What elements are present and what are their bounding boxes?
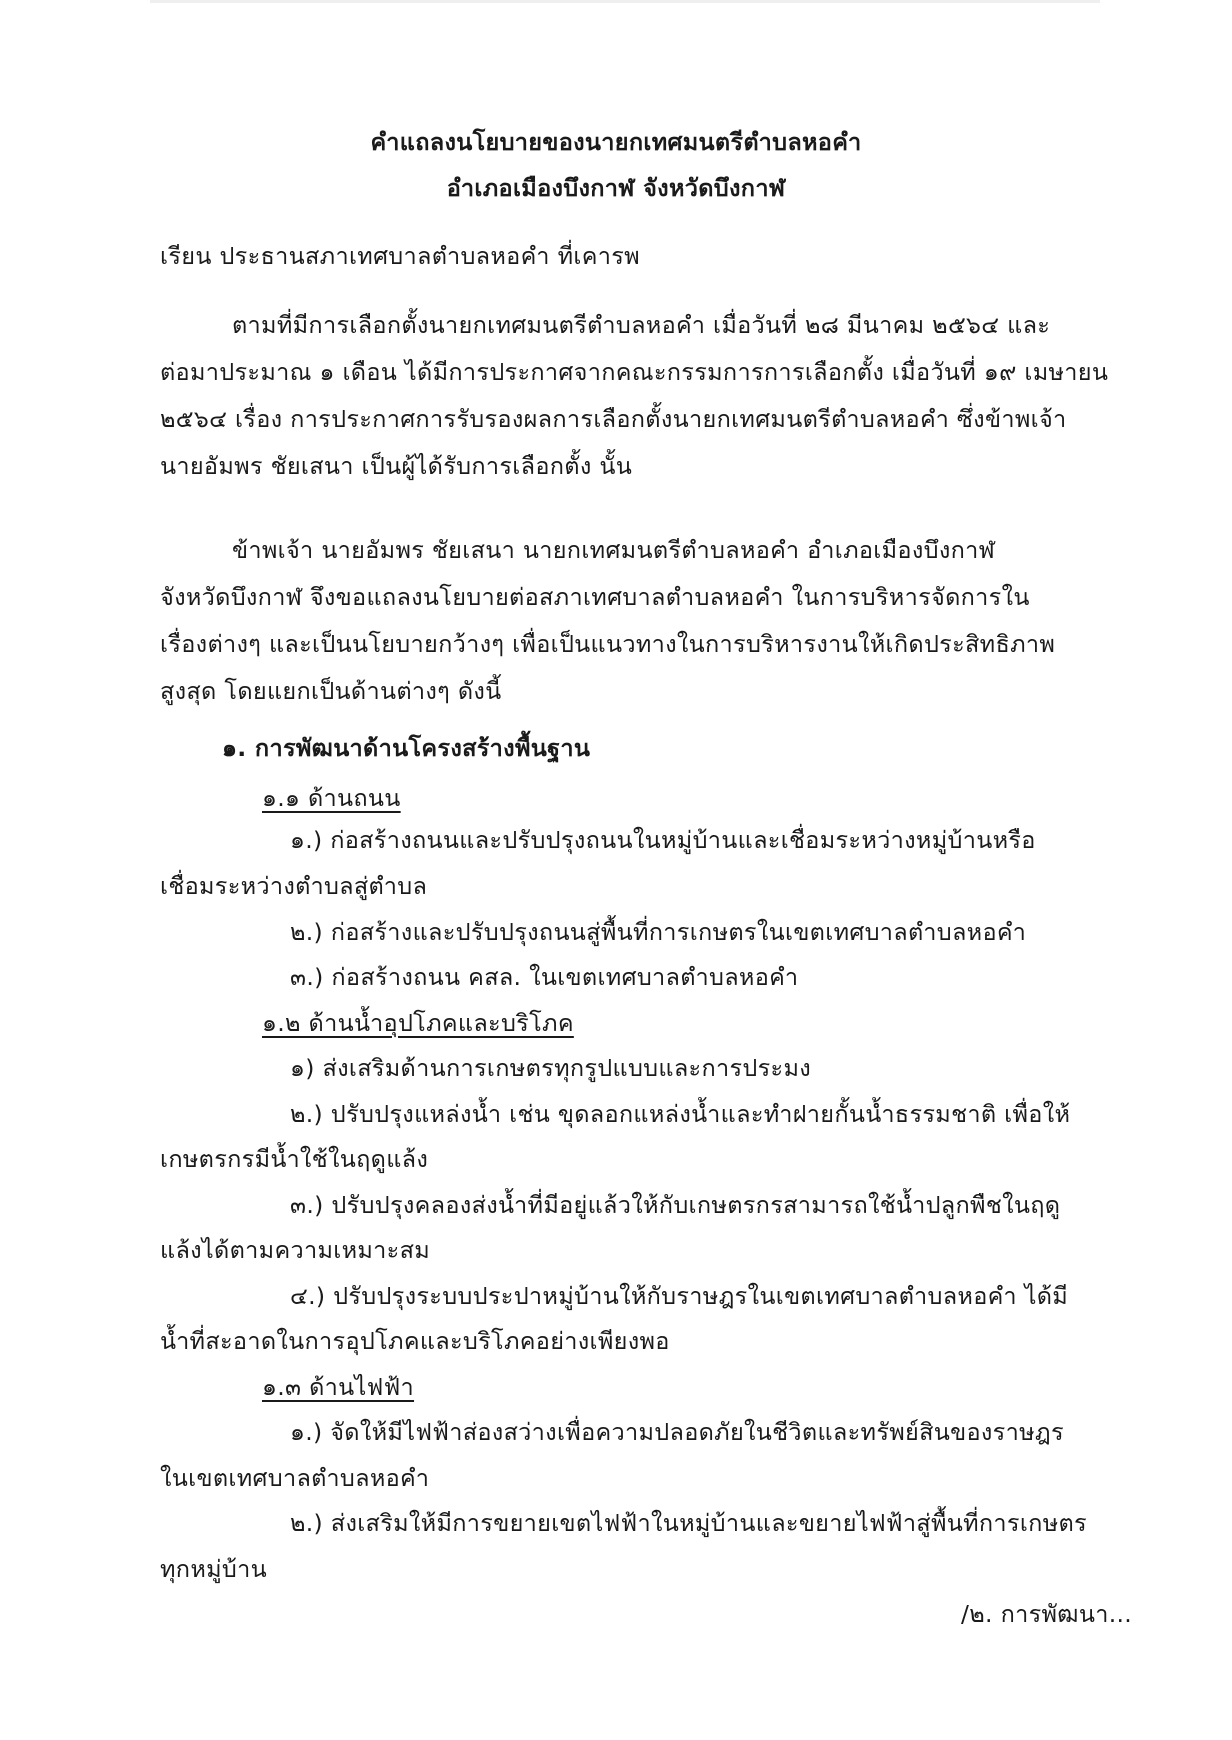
item-1-2-2-line-1: ๒.) ปรับปรุงแหล่งน้ำ เช่น ขุดลอกแหล่งน้ำและทำฝายกั้นน้ำธรรมชาติ เพื่อให้ — [290, 1100, 1071, 1128]
item-1-2-2-line-2: เกษตรกรมีน้ำใช้ในฤดูแล้ง — [160, 1145, 429, 1173]
title-line-1: คำแถลงนโยบายของนายกเทศมนตรีตำบลหอคำ — [370, 128, 862, 156]
scan-artifact — [150, 0, 1100, 3]
paragraph-1-line-1: ตามที่มีการเลือกตั้งนายกเทศมนตรีตำบลหอคำ เมื่อวันที่ ๒๘ มีนาคม ๒๕๖๔ และ — [232, 311, 1051, 339]
paragraph-1-line-4: นายอัมพร ชัยเสนา เป็นผู้ได้รับการเลือกตั้ง นั้น — [160, 452, 633, 480]
item-1-3-1-line-1: ๑.) จัดให้มีไฟฟ้าส่องสว่างเพื่อความปลอดภัยในชีวิตและทรัพย์สินของราษฎร — [290, 1418, 1064, 1446]
salutation: เรียน ประธานสภาเทศบาลตำบลหอคำ ที่เคารพ — [160, 242, 640, 270]
paragraph-2-line-1: ข้าพเจ้า นายอัมพร ชัยเสนา นายกเทศมนตรีตำบลหอคำ อำเภอเมืองบึงกาฬ — [232, 536, 995, 564]
paragraph-2-line-3: เรื่องต่างๆ และเป็นนโยบายกว้างๆ เพื่อเป็นแนวทางในการบริหารงานให้เกิดประสิทธิภาพ — [160, 630, 1056, 658]
paragraph-1-line-3: ๒๕๖๔ เรื่อง การประกาศการรับรองผลการเลือกตั้งนายกเทศมนตรีตำบลหอคำ ซึ่งข้าพเจ้า — [160, 405, 1067, 433]
item-1-3-2-line-1: ๒.) ส่งเสริมให้มีการขยายเขตไฟฟ้าในหมู่บ้านและขยายไฟฟ้าสู่พื้นที่การเกษตร — [290, 1509, 1087, 1537]
subsection-1-2-heading: ๑.๒ ด้านน้ำอุปโภคและบริโภค — [262, 1009, 574, 1037]
item-1-1-1-line-2: เชื่อมระหว่างตำบลสู่ตำบล — [160, 872, 428, 900]
paragraph-2-line-4: สูงสุด โดยแยกเป็นด้านต่างๆ ดังนี้ — [160, 677, 502, 705]
title-line-2: อำเภอเมืองบึงกาฬ จังหวัดบึงกาฬ — [446, 174, 786, 202]
subsection-1-3-heading: ๑.๓ ด้านไฟฟ้า — [262, 1373, 415, 1401]
paragraph-1-line-2: ต่อมาประมาณ ๑ เดือน ได้มีการประกาศจากคณะกรรมการการเลือกตั้ง เมื่อวันที่ ๑๙ เมษายน — [160, 358, 1109, 386]
item-1-2-4-line-1: ๔.) ปรับปรุงระบบประปาหมู่บ้านให้กับราษฎรในเขตเทศบาลตำบลหอคำ ได้มี — [290, 1282, 1069, 1310]
section-1-heading: ๑. การพัฒนาด้านโครงสร้างพื้นฐาน — [222, 734, 591, 762]
item-1-1-3: ๓.) ก่อสร้างถนน คสล. ในเขตเทศบาลตำบลหอคำ — [290, 963, 799, 991]
subsection-1-1-heading: ๑.๑ ด้านถนน — [262, 784, 401, 812]
item-1-2-3-line-2: แล้งได้ตามความเหมาะสม — [160, 1236, 431, 1264]
item-1-3-2-line-2: ทุกหมู่บ้าน — [160, 1555, 267, 1583]
item-1-2-3-line-1: ๓.) ปรับปรุงคลองส่งน้ำที่มีอยู่แล้วให้กับเกษตรกรสามารถใช้น้ำปลูกพืชในฤดู — [290, 1191, 1061, 1219]
item-1-2-1: ๑) ส่งเสริมด้านการเกษตรทุกรูปแบบและการประมง — [290, 1054, 812, 1082]
paragraph-2-line-2: จังหวัดบึงกาฬ จึงขอแถลงนโยบายต่อสภาเทศบาลตำบลหอคำ ในการบริหารจัดการใน — [160, 583, 1030, 611]
continuation-marker: /๒. การพัฒนา... — [961, 1600, 1132, 1628]
item-1-3-1-line-2: ในเขตเทศบาลตำบลหอคำ — [160, 1464, 430, 1492]
item-1-2-4-line-2: น้ำที่สะอาดในการอุปโภคและบริโภคอย่างเพียงพอ — [160, 1327, 670, 1355]
item-1-1-1-line-1: ๑.) ก่อสร้างถนนและปรับปรุงถนนในหมู่บ้านและเชื่อมระหว่างหมู่บ้านหรือ — [290, 826, 1036, 854]
item-1-1-2: ๒.) ก่อสร้างและปรับปรุงถนนสู่พื้นที่การเกษตรในเขตเทศบาลตำบลหอคำ — [290, 918, 1027, 946]
